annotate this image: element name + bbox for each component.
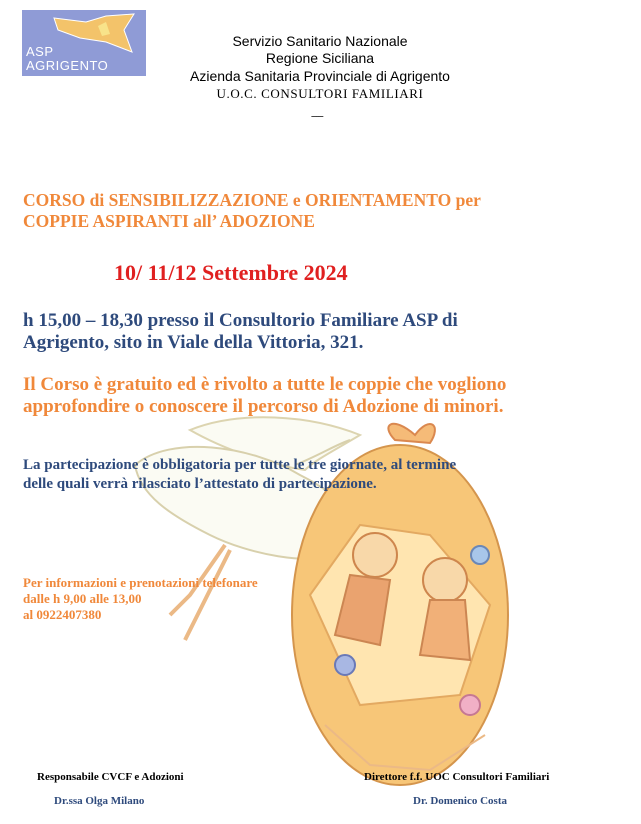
course-free-line1: Il Corso è gratuito ed è rivolto a tutte le coppie che vogliono [23,374,507,395]
course-free-line2: approfondire o conoscere il percorso di Adozione di minori. [23,396,504,417]
participation-note [23,456,623,494]
participation-line1: La partecipazione è obbligatoria per tutte le tre giornate, al termine [23,457,457,473]
footer-right-name: Dr. Domenico Costa [413,795,507,807]
header-line-uoc: U.O.C. CONSULTORI FAMILIARI [216,86,424,101]
header-line-ssn: Servizio Sanitario Nazionale [232,33,408,49]
participation-line2: delle quali verrà rilasciato l’attestato di partecipazione. [23,476,377,492]
header-line-asp: Azienda Sanitaria Provinciale di Agrigento [190,68,450,84]
logo-text-agrigento: AGRIGENTO [26,58,109,73]
course-title-line2: COPPIE ASPIRANTI all’ ADOZIONE [23,211,315,231]
footer-left-name: Dr.ssa Olga Milano [54,795,145,807]
logo-text-asp: ASP [26,44,54,59]
footer-left-role: Responsabile CVCF e Adozioni [37,771,184,783]
footer-right-role: Direttore f.f. UOC Consultori Familiari [364,771,550,783]
booking-info-line1: Per informazioni e prenotazioni telefonare [23,575,258,590]
booking-info-hours: dalle h 9,00 alle 13,00 [23,591,142,606]
course-title-line1: CORSO di SENSIBILIZZAZIONE e ORIENTAMENTO per [23,190,481,210]
time-place [23,310,623,354]
course-title [23,190,623,232]
header-separator: ----- [311,111,323,122]
time-place-line1: h 15,00 – 18,30 presso il Consultorio Familiare ASP di [23,310,458,331]
booking-info-phone[interactable]: al 0922407380 [23,607,102,622]
course-date: 10/ 11/12 Settembre 2024 [114,260,348,285]
course-free-note [23,374,635,418]
booking-info [23,575,353,623]
header-line-region: Regione Siciliana [265,50,375,66]
time-place-line2: Agrigento, sito in Viale della Vittoria, 321. [23,332,364,353]
